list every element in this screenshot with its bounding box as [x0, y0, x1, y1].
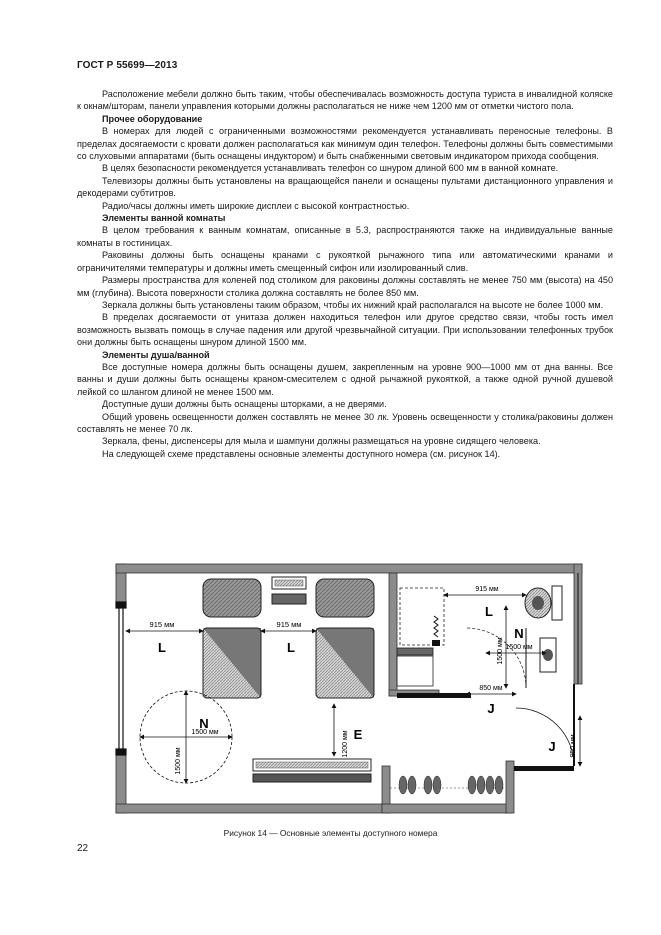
document-header: ГОСТ Р 55699—2013	[77, 60, 178, 71]
zone-e: E	[353, 727, 363, 742]
dim-1500-circle-v: 1500 мм	[175, 747, 182, 775]
dim-1500-bath-v-label: 1500 мм	[497, 637, 504, 665]
zone-l-3: L	[485, 604, 493, 619]
paragraph: В пределах досягаемости от унитаза должен находиться телефон или другое средство связи, чтобы гость имел возможность вызвать помощь в случае падения или другой чрезвычайной ситуации. При использовании телефонных трубок они должны быть оснащены шнуром длиной 1500 мм.	[77, 312, 613, 348]
entry-door	[516, 684, 574, 766]
zone-l-1: L	[158, 640, 166, 655]
section-heading: Элементы ванной комнаты	[102, 213, 226, 224]
dim-1500-circle-h: 1500 мм	[191, 729, 219, 736]
dim-915-left-label: 915 мм	[149, 620, 175, 629]
dim-850-door-label: 850 мм	[570, 734, 577, 758]
paragraph: Раковины должны быть оснащены кранами с рукояткой рычажного типа или автоматическими кранами и ограничителями температуры и должны иметь смещенный сифон или изолированный слив.	[77, 250, 613, 273]
zone-n-2: N	[514, 626, 524, 641]
paragraph: Зеркала должны быть установлены таким образом, чтобы их нижний край располагался на высоте не более 1000 мм.	[102, 299, 604, 310]
wardrobe	[390, 776, 506, 794]
turning-circle	[140, 691, 232, 783]
dim-1500-bath-h-label: 1500 мм	[505, 644, 533, 651]
entry-threshold	[514, 766, 574, 771]
dim-850-bath-label: 850 мм	[479, 685, 503, 692]
paragraph: В целом требования к ванным комнатам, описанные в 5.3, распространяются также на индивидуальные ванные комнаты в гостиницах.	[77, 225, 613, 248]
section-heading: Прочее оборудование	[102, 113, 203, 124]
sink	[540, 638, 556, 672]
paragraph: В номерах для людей с ограниченными возможностями рекомендуется устанавливать переносные телефоны. В пределах досягаемости с кровати должен располагаться как минимум один телефон. Телефоны должны быть совместимыми со слуховыми аппаратами (быть оснащены индуктором) и быть снабженными световым индикатором прихода сообщения.	[77, 126, 613, 162]
bed-left	[203, 579, 261, 698]
paragraph: Зеркала, фены, диспенсеры для мыла и шампуни должны размещаться на уровне сидящего человека.	[102, 436, 541, 447]
shower-hose	[434, 616, 438, 637]
dim-1200-label: 1200 мм	[342, 730, 349, 758]
shower-mixer	[432, 640, 440, 646]
window-left	[116, 602, 126, 755]
paragraph: В целях безопасности рекомендуется устанавливать телефон со шнуром длиной 600 мм в ванной комнате.	[102, 163, 559, 174]
paragraph: Общий уровень освещенности должен составлять не менее 30 лк. Уровень освещенности у столика/раковины должен составлять не менее 70 лк.	[77, 411, 613, 434]
paragraph: Размеры пространства для коленей под столиком для раковины должны составлять не менее 750 мм (высота) на 450 мм (глубина). Высота поверхности столика должна составлять не более 850 мм.	[77, 275, 613, 298]
paragraph: Радио/часы должны иметь широкие дисплеи с высокой контрастностью.	[102, 200, 410, 211]
paragraph: На следующей схеме представлены основные элементы доступного номера (см. рисунок 14).	[102, 448, 501, 459]
page-number: 22	[77, 843, 89, 854]
toilet	[525, 586, 562, 620]
bathroom-threshold	[397, 693, 471, 698]
bathtub	[397, 588, 444, 686]
zone-j-2: J	[548, 739, 556, 754]
zone-l-2: L	[287, 640, 295, 655]
floor-plan-figure	[106, 556, 590, 828]
zone-j-1: J	[487, 701, 495, 716]
bed-right	[316, 579, 374, 698]
floor-plan-svg	[106, 556, 590, 828]
paragraph: Телевизоры должны быть установлены на вращающейся панели и оснащены пультами дистанционного управления и декодерами субтитров.	[77, 175, 613, 199]
paragraph: Все доступные номера должны быть оснащены душем, закрепленным на уровне 900—1000 мм от дна ванны. Все ванны и души должны быть оснащены краном-смесителем с одной рычажной рукояткой, а также одной ручной душевой лейкой со шлангом длиной не менее 1500 мм.	[77, 361, 613, 397]
document-body	[77, 88, 613, 460]
section-heading: Элементы душа/ванной	[102, 349, 210, 360]
paragraph: Расположение мебели должно быть таким, чтобы обеспечивалась возможность доступа туриста в инвалидной коляске к окнам/шторам, панели управления которыми должны располагаться не ниже чем 1200 мм от отметки чистого пола.	[77, 89, 613, 112]
tv-bench	[253, 759, 371, 782]
figure-caption: Рисунок 14 — Основные элементы доступного номера	[223, 828, 438, 838]
zone-n-1: N	[199, 716, 209, 731]
nightstand	[272, 577, 306, 604]
dim-915-bath-label: 915 мм	[475, 586, 499, 593]
paragraph: Доступные души должны быть оснащены шторками, а не дверями.	[102, 399, 387, 410]
dim-915-mid-label: 915 мм	[276, 620, 302, 629]
